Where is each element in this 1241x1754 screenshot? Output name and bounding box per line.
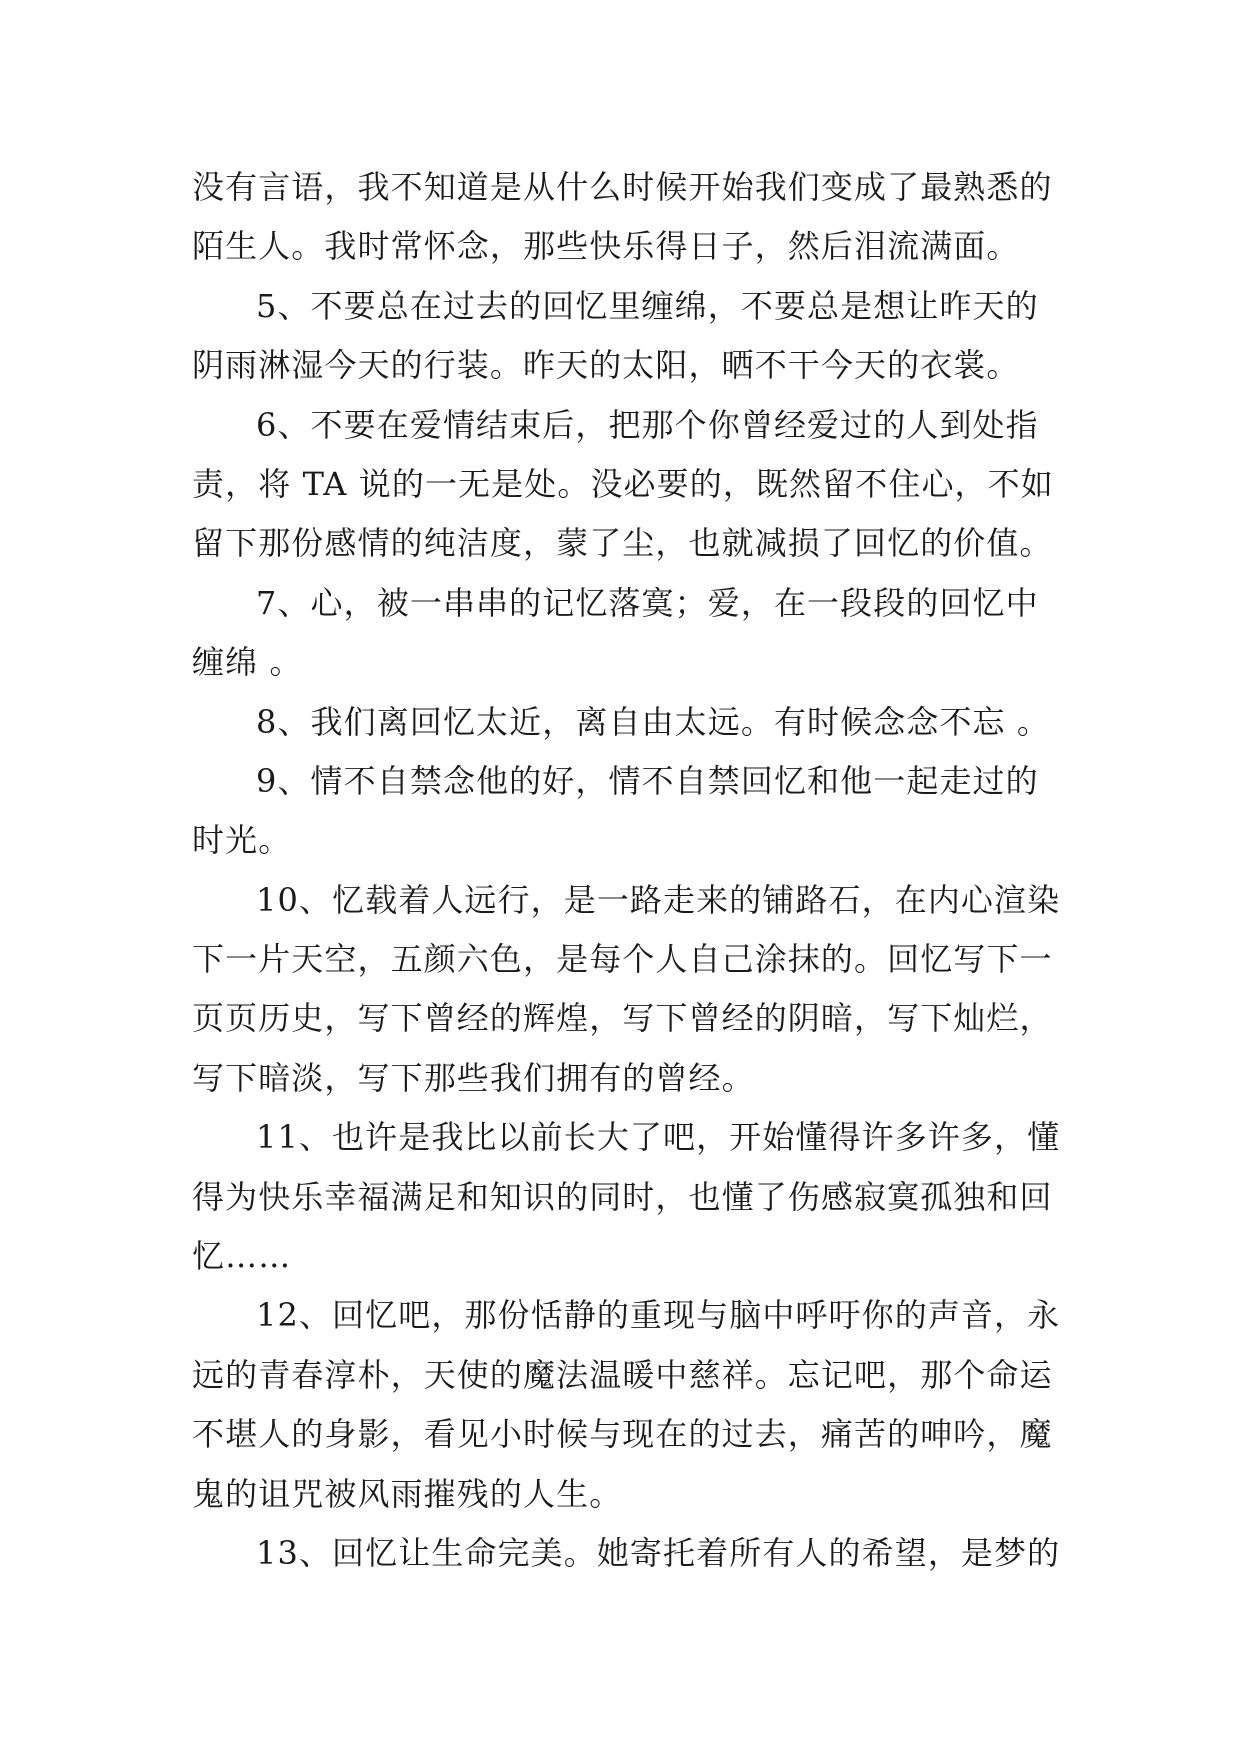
text-line: 远的青春淳朴，天使的魔法温暖中慈祥。忘记吧，那个命运 xyxy=(192,1355,1053,1394)
text-line: 写下暗淡，写下那些我们拥有的曾经。 xyxy=(192,1058,755,1097)
document-body xyxy=(192,158,1061,1583)
text-line: 鬼的诅咒被风雨摧残的人生。 xyxy=(192,1474,623,1513)
paragraph-13-start: 13、回忆让生命完美。她寄托着所有人的希望，是梦的 xyxy=(256,1533,1061,1572)
text-line: 缠绵 。 xyxy=(192,643,303,682)
text-line: 阴雨淋湿今天的行装。昨天的太阳，晒不干今天的衣裳。 xyxy=(192,346,1020,385)
text-line: 忆…… xyxy=(192,1237,292,1276)
paragraph-11-start: 11、也许是我比以前长大了吧，开始懂得许多许多，懂 xyxy=(256,1118,1061,1157)
text-line: 下一片天空，五颜六色，是每个人自己涂抹的。回忆写下一 xyxy=(192,940,1053,979)
paragraph-12-start: 12、回忆吧，那份恬静的重现与脑中呼吁你的声音，永 xyxy=(256,1296,1061,1335)
text-line: 页页历史，写下曾经的辉煌，写下曾经的阴暗，写下灿烂， xyxy=(192,999,1053,1038)
text-line: 得为快乐幸福满足和知识的同时，也懂了伤感寂寞孤独和回 xyxy=(192,1177,1053,1216)
paragraph-5-start: 5、不要总在过去的回忆里缠绵，不要总是想让昨天的 xyxy=(256,286,1039,325)
text-line: 没有言语，我不知道是从什么时候开始我们变成了最熟悉的 xyxy=(192,168,1053,206)
paragraph-10-start: 10、忆载着人远行，是一路走来的铺路石，在内心渲染 xyxy=(256,880,1061,919)
text-line: 陌生人。我时常怀念，那些快乐得日子，然后泪流满面。 xyxy=(192,227,1020,266)
paragraph-6-start: 6、不要在爱情结束后，把那个你曾经爱过的人到处指 xyxy=(256,405,1039,444)
paragraph-8-start: 8、我们离回忆太近，离自由太远。有时候念念不忘 。 xyxy=(256,702,1051,741)
paragraph-9-start: 9、情不自禁念他的好，情不自禁回忆和他一起走过的 xyxy=(256,761,1039,800)
text-line: 留下那份感情的纯洁度，蒙了尘，也就减损了回忆的价值。 xyxy=(192,524,1053,563)
text-line: 时光。 xyxy=(192,821,292,860)
text-line: 责，将 TA 说的一无是处。没必要的，既然留不住心，不如 xyxy=(192,464,1054,503)
paragraph-7-start: 7、心，被一串串的记忆落寞；爱，在一段段的回忆中 xyxy=(256,583,1039,622)
text-line: 不堪人的身影，看见小时候与现在的过去，痛苦的呻吟，魔 xyxy=(192,1415,1053,1454)
